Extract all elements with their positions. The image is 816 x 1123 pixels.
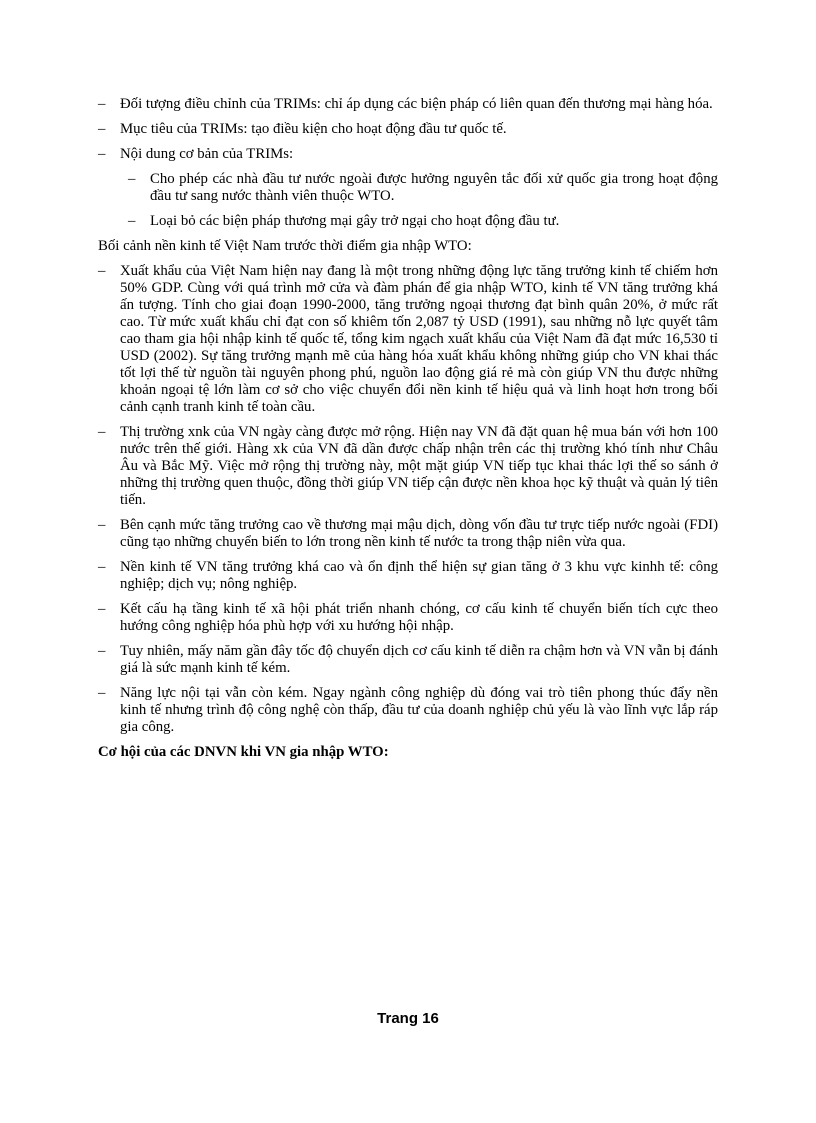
list-item-growth xyxy=(98,559,718,593)
bullet-dash: – xyxy=(98,517,106,533)
list-item-capacity xyxy=(98,685,718,736)
list-item-market xyxy=(98,424,718,509)
list-item-trims-goal xyxy=(98,121,718,138)
context-intro: Bối cảnh nền kinh tế Việt Nam trước thời điểm gia nhập WTO: xyxy=(98,238,472,254)
bullet-dash: – xyxy=(128,213,136,229)
trims-sub-list xyxy=(98,171,718,230)
bullet-dash: – xyxy=(128,171,136,187)
bullet-dash: – xyxy=(98,96,106,112)
list-item-text: Mục tiêu của TRIMs: tạo điều kiện cho hoạt động đầu tư quốc tế. xyxy=(120,121,507,137)
bullet-dash: – xyxy=(98,559,106,575)
list-item-trims-content xyxy=(98,146,718,163)
list-item-text: Nội dung cơ bản của TRIMs: xyxy=(120,146,294,162)
bullet-dash: – xyxy=(98,146,106,162)
bullet-dash: – xyxy=(98,643,106,659)
list-item-export xyxy=(98,263,718,416)
section-heading: Cơ hội của các DNVN khi VN gia nhập WTO: xyxy=(98,744,389,760)
sub-list-item xyxy=(98,213,718,230)
sub-list-item-text: Cho phép các nhà đầu tư nước ngoài được hưởng nguyên tắc đối xử quốc gia trong hoạt động đầu tư sang nước thành viên thuộc WTO. xyxy=(150,171,718,204)
bullet-dash: – xyxy=(98,601,106,617)
list-item-trims-scope xyxy=(98,96,718,113)
list-item-infrastructure xyxy=(98,601,718,635)
list-item-text: Năng lực nội tại vẫn còn kém. Ngay ngành công nghiệp dù đóng vai trò tiên phong thúc đẩy nền kinh tế nhưng trình độ công nghệ còn thấp, đầu tư của doanh nghiệp chủ yếu là vào lĩnh vực lắp ráp gia công. xyxy=(120,685,718,735)
sub-list-item xyxy=(98,171,718,205)
list-item-text: Bên cạnh mức tăng trưởng cao về thương mại mậu dịch, dòng vốn đầu tư trực tiếp nước ngoài (FDI) cũng tạo những chuyển biến to lớn trong nền kinh tế nước ta trong thập niên vừa qua. xyxy=(120,517,718,550)
sub-list-item-text: Loại bỏ các biện pháp thương mại gây trở ngại cho hoạt động đầu tư. xyxy=(150,213,560,229)
bullet-dash: – xyxy=(98,263,106,279)
list-item-text: Đối tượng điều chỉnh của TRIMs: chỉ áp dụng các biện pháp có liên quan đến thương mại hàng hóa. xyxy=(120,96,713,112)
list-item-text: Thị trường xnk của VN ngày càng được mở rộng. Hiện nay VN đã đặt quan hệ mua bán với hơn 100 nước trên thế giới. Hàng xk của VN đã dần được chấp nhận trên các thị trường khó tính như Châu Âu và Bắc Mỹ. Việc mở rộng thị trường này, một mặt giúp VN tiếp tục khai thác lợi thế so sánh ở những thị trường quen thuộc, đồng thời giúp VN tiếp cận được nền khoa học kỹ thuật và quản lý tiên tiến. xyxy=(120,424,718,508)
list-item-text: Xuất khẩu của Việt Nam hiện nay đang là một trong những động lực tăng trưởng kinh tế chiếm hơn 50% GDP. Cùng với quá trình mở cửa và đàm phán để gia nhập WTO, kinh tế VN tăng trưởng khá ấn tượng. Tính cho giai đoạn 1990-2000, tăng trưởng ngoại thương đạt bình quân 20%, ở mức rất cao. Từ mức xuất khẩu chỉ đạt con số khiêm tốn 2,087 tỷ USD (1991), sau những nỗ lực quyết tâm cao tham gia hội nhập kinh tế quốc tế, tổng kim ngạch xuất khẩu của Việt Nam đã đạt mức 16,530 tỉ USD (2002). Sự tăng trưởng mạnh mẽ của hàng hóa xuất khẩu không những giúp cho VN khai thác tốt lợi thế từ nguồn tài nguyên phong phú, nguồn lao động giá rẻ mà còn giúp VN thu được những khoản ngoại tệ lớn làm cơ sở cho việc chuyển đổi nền kinh tế hiệu quả và linh hoạt hơn trong bối cảnh cạnh tranh kinh tế toàn cầu. xyxy=(120,263,718,415)
page-number: Trang 16 xyxy=(377,1010,439,1027)
list-item-text: Nền kinh tế VN tăng trưởng khá cao và ổn định thể hiện sự gian tăng ở 3 khu vực kinhh tế: công nghiệp; dịch vụ; nông nghiệp. xyxy=(120,559,718,592)
list-item-text: Tuy nhiên, mấy năm gần đây tốc độ chuyển dịch cơ cấu kinh tế diễn ra chậm hơn và VN vẫn bị đánh giá là sức mạnh kinh tế kém. xyxy=(120,643,718,676)
bullet-dash: – xyxy=(98,685,106,701)
list-item-however xyxy=(98,643,718,677)
bullet-dash: – xyxy=(98,121,106,137)
list-item-fdi xyxy=(98,517,718,551)
list-item-text: Kết cấu hạ tầng kinh tế xã hội phát triển nhanh chóng, cơ cấu kinh tế chuyển biến tích cực theo hướng công nghiệp hóa phù hợp với xu hướng hội nhập. xyxy=(120,601,718,634)
bullet-dash: – xyxy=(98,424,106,440)
document-body xyxy=(98,96,718,761)
